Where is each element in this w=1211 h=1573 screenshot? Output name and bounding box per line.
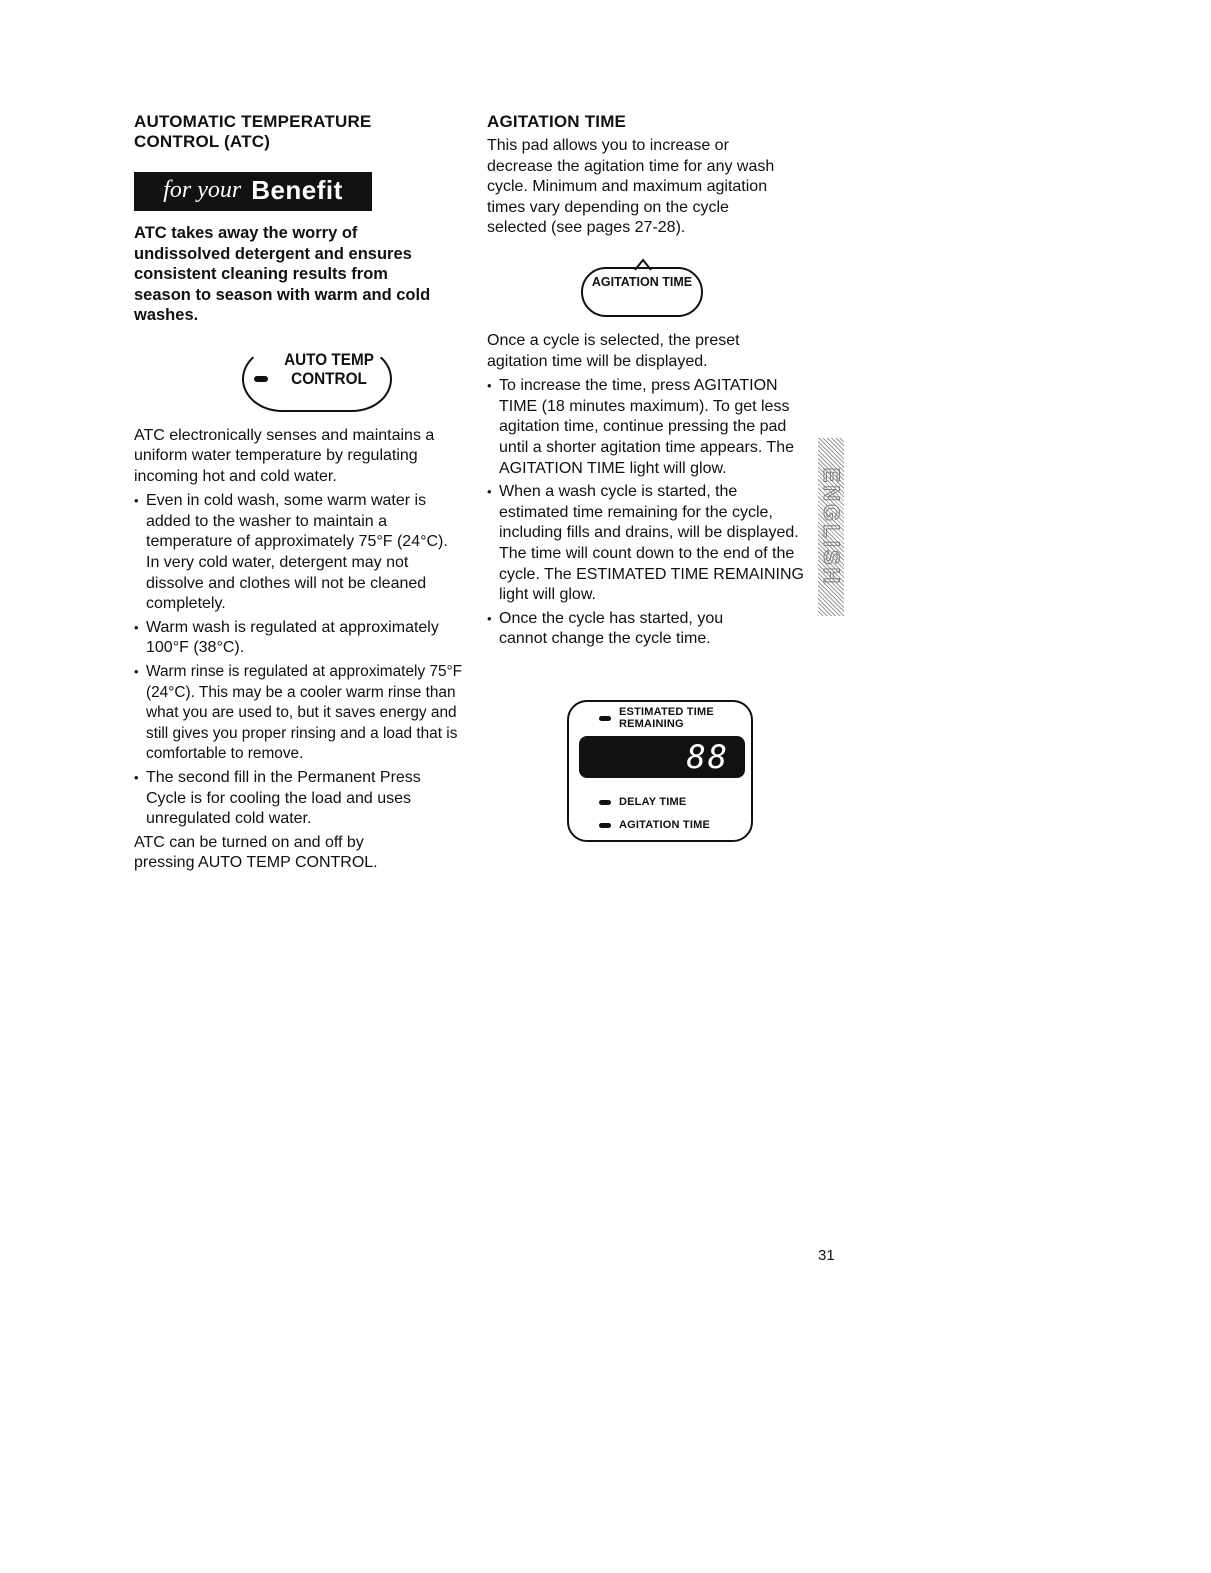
benefit-text: ATC takes away the worry of undissolved detergent and ensures consistent cleaning results from season to season with warm and cold washes. xyxy=(134,224,431,324)
right-column xyxy=(487,112,807,842)
display-digits: 88 xyxy=(686,737,729,776)
left-column xyxy=(134,112,464,874)
atc-heading: AUTOMATIC TEMPERATURE CONTROL (ATC) xyxy=(134,112,372,151)
atc-bullet: • Warm rinse is regulated at approximately 75°F (24°C). This may be a cooler warm rinse than what you are used to, but it saves energy and still gives you proper rinsing and a load that is comfortable to remove. xyxy=(134,662,464,765)
atc-intro: ATC electronically senses and maintains a uniform water temperature by regulating incoming hot and cold water. xyxy=(134,426,435,485)
agitation-bullet: • When a wash cycle is started, the estimated time remaining for the cycle, including fills and drains, will be displayed. The time will count down to the end of the cycle. The ESTIMATED TIME REMAINING light will glow. xyxy=(487,482,807,606)
atc-bullet: • Warm wash is regulated at approximately 100°F (38°C). xyxy=(134,618,464,659)
indicator-light-icon xyxy=(599,800,611,805)
agitation-heading: AGITATION TIME xyxy=(487,112,627,131)
auto-temp-control-label: AUTO TEMP CONTROL xyxy=(284,349,374,388)
for-your-benefit-logo xyxy=(134,172,372,211)
auto-temp-control-button-illustration xyxy=(242,346,392,412)
atc-bullet: • Even in cold wash, some warm water is added to the washer to maintain a temperature of approximately 75°F (24°C). In very cold water, detergent may not dissolve and clothes will not be cleaned completely. xyxy=(134,491,464,615)
indicator-light-icon xyxy=(254,376,268,382)
language-tab-label: ENGLISH xyxy=(819,467,844,587)
delay-time-label: DELAY TIME xyxy=(619,795,687,808)
estimated-time-remaining-label: ESTIMATED TIME REMAINING xyxy=(619,705,714,730)
indicator-light-icon xyxy=(599,716,611,721)
agitation-time-panel-label: AGITATION TIME xyxy=(619,818,710,831)
atc-bullet: • The second fill in the Permanent Press Cycle is for cooling the load and uses unregulated cold water. xyxy=(134,768,464,830)
display-panel-illustration xyxy=(567,700,753,842)
agitation-intro: This pad allows you to increase or decrease the agitation time for any wash cycle. Minimum and maximum agitation times vary depending on the cycle selected (see pages 27-28). xyxy=(487,137,775,237)
atc-bullet-list xyxy=(134,491,464,830)
digit-display xyxy=(579,736,745,778)
page-number: 31 xyxy=(818,1247,835,1264)
agitation-time-button-illustration xyxy=(581,267,703,317)
benefit-logo-word: Benefit xyxy=(251,174,343,205)
agitation-para: Once a cycle is selected, the preset agitation time will be displayed. xyxy=(487,331,740,370)
atc-closing: ATC can be turned on and off by pressing AUTO TEMP CONTROL. xyxy=(134,833,378,872)
language-side-tab xyxy=(818,438,844,616)
indicator-arrow-icon xyxy=(633,257,653,271)
indicator-light-icon xyxy=(599,823,611,828)
agitation-bullet: • To increase the time, press AGITATION TIME (18 minutes maximum). To get less agitation time, continue pressing the pad until a shorter agitation time appears. The AGITATION TIME light will glow. xyxy=(487,376,807,479)
agitation-bullet: • Once the cycle has started, you cannot change the cycle time. xyxy=(487,609,769,650)
agitation-time-label: AGITATION TIME xyxy=(591,274,693,289)
benefit-logo-script: for your xyxy=(163,176,242,203)
agitation-bullet-list xyxy=(487,376,807,650)
